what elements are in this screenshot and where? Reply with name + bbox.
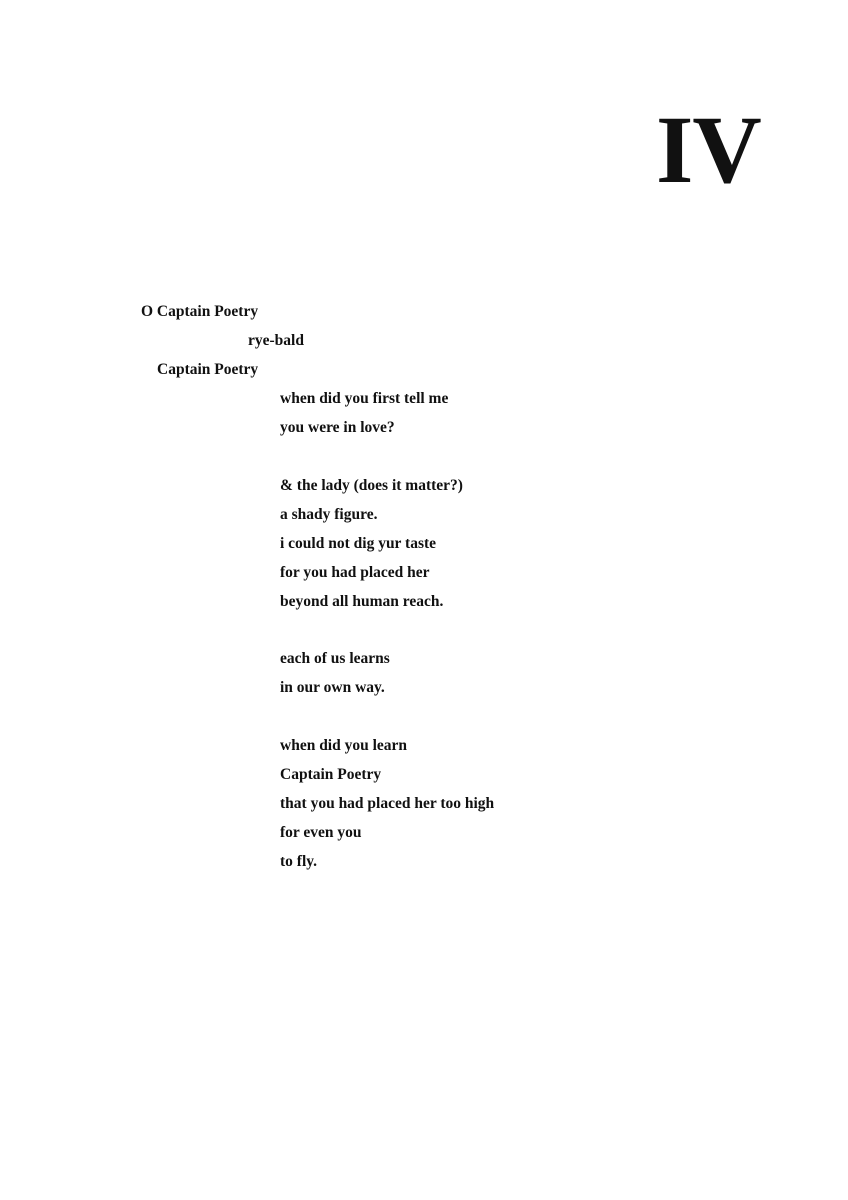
poem-line: you were in love? xyxy=(280,419,395,436)
poem-line: & the lady (does it matter?) xyxy=(280,477,463,494)
section-numeral: IV xyxy=(656,96,761,203)
poem-line: a shady figure. xyxy=(280,506,378,523)
poem-line: when did you first tell me xyxy=(280,390,449,407)
poem-line: when did you learn xyxy=(280,737,408,754)
poem-line: for even you xyxy=(280,824,362,841)
poem-line: rye-bald xyxy=(248,332,304,349)
poem-line: O Captain Poetry xyxy=(141,303,259,320)
poem-line: to fly. xyxy=(280,853,318,870)
poem-line: that you had placed her too high xyxy=(280,795,495,812)
poem-line: for you had placed her xyxy=(280,564,430,581)
poem-line: in our own way. xyxy=(280,679,385,696)
poem-line: each of us learns xyxy=(280,650,390,667)
poem-line: i could not dig yur taste xyxy=(280,535,437,552)
poem-line: Captain Poetry xyxy=(280,766,382,783)
poem-line: beyond all human reach. xyxy=(280,593,444,610)
poem-line: Captain Poetry xyxy=(157,361,259,378)
